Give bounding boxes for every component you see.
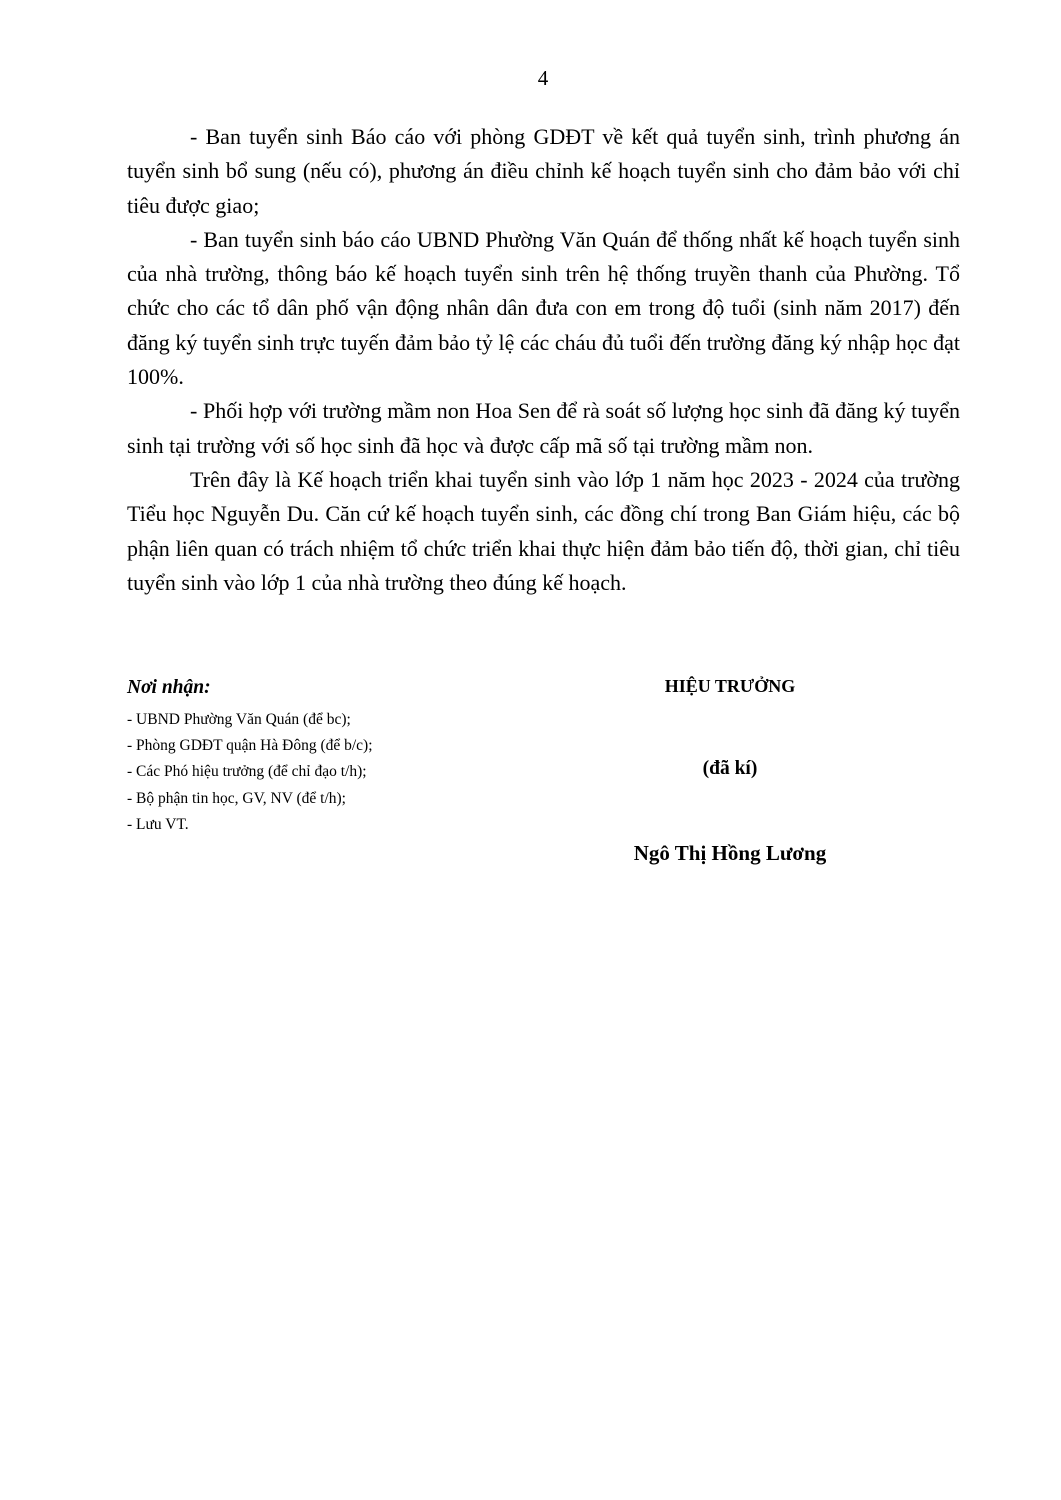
recipient-item: - UBND Phường Văn Quán (để bc); <box>127 711 351 728</box>
paragraph-coordinate-kindergarten: - Phối hợp với trường mầm non Hoa Sen để rà soát số lượng học sinh đã đăng ký tuyển sinh tại trường với số học sinh đã học và được cấp mã số tại trường mầm non. <box>127 398 960 458</box>
recipient-item: - Lưu VT. <box>127 815 189 833</box>
recipient-item: - Phòng GDĐT quận Hà Đông (để b/c); <box>127 737 373 755</box>
page-number: 4 <box>537 66 549 90</box>
signature-status: (đã kí) <box>702 758 758 779</box>
paragraph-report-to-ward: - Ban tuyển sinh báo cáo UBND Phường Văn Quán để thống nhất kế hoạch tuyển sinh của nhà trường, thông báo kế hoạch tuyển sinh trên hệ thống truyền thanh của Phường. Tổ chức cho các tổ dân phố vận động nhân dân đưa con em trong độ tuổi (sinh năm 2017) đến đăng ký tuyển sinh trực tuyến đảm bảo tỷ lệ các cháu đủ tuổi đến trường đăng ký nhập học đạt 100%. <box>127 226 960 390</box>
recipients-heading: Nơi nhận: <box>127 677 211 698</box>
recipient-item: - Các Phó hiệu trưởng (để chỉ đạo t/h); <box>127 763 367 781</box>
signature-block <box>590 674 870 867</box>
recipients-block <box>127 675 547 838</box>
recipient-item: - Bộ phận tin học, GV, NV (để t/h); <box>127 789 346 807</box>
signer-name: Ngô Thị Hồng Lương <box>633 841 827 865</box>
recipients-list <box>127 707 547 838</box>
document-body <box>127 120 960 600</box>
signer-title: HIỆU TRƯỞNG <box>664 676 796 696</box>
paragraph-report-to-department: - Ban tuyển sinh Báo cáo với phòng GDĐT về kết quả tuyển sinh, trình phương án tuyển sinh bổ sung (nếu có), phương án điều chỉnh kế hoạch tuyển sinh cho đảm bảo với chỉ tiêu được giao; <box>127 124 960 218</box>
paragraph-conclusion: Trên đây là Kế hoạch triển khai tuyển sinh vào lớp 1 năm học 2023 - 2024 của trường Tiểu học Nguyễn Du. Căn cứ kế hoạch tuyển sinh, các đồng chí trong Ban Giám hiệu, các bộ phận liên quan có trách nhiệm tổ chức triển khai thực hiện đảm bảo tiến độ, thời gian, chỉ tiêu tuyển sinh vào lớp 1 của nhà trường theo đúng kế hoạch. <box>127 466 960 595</box>
